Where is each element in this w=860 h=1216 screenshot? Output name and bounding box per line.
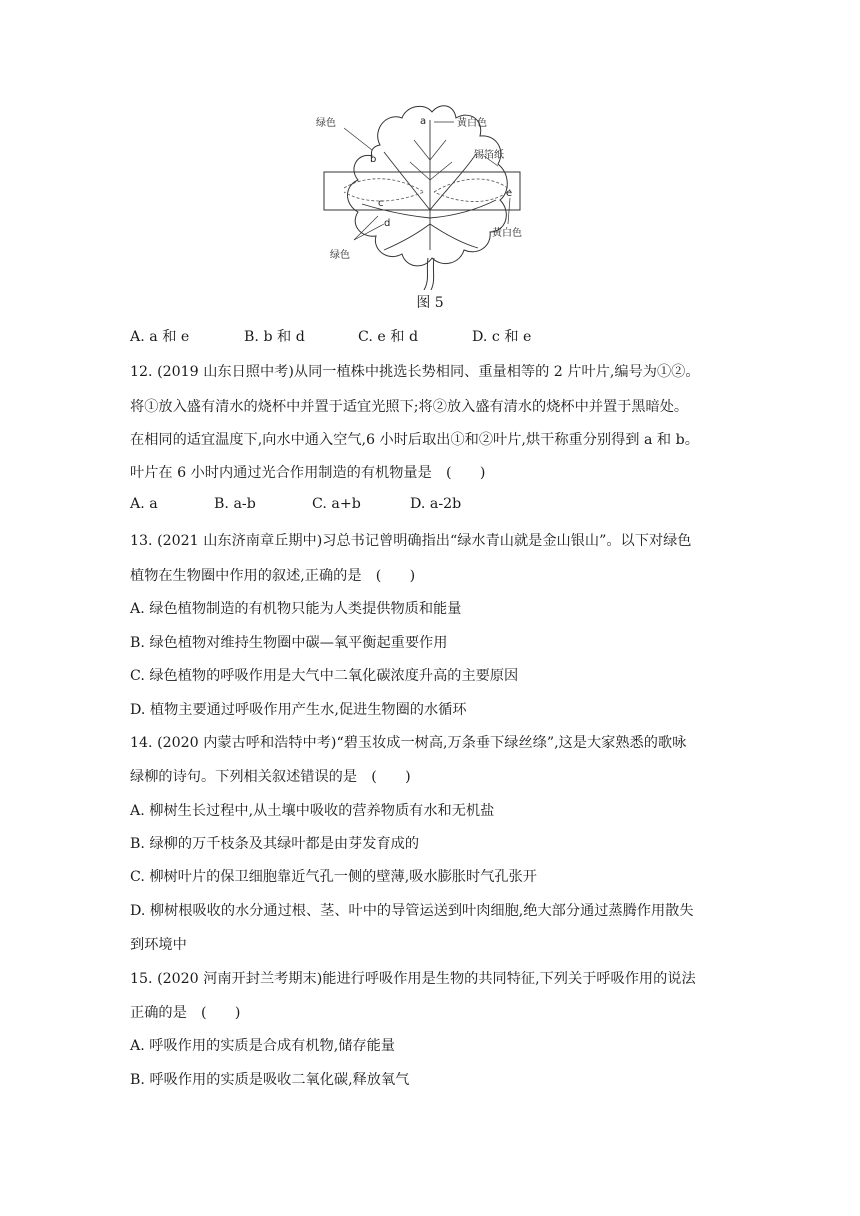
q15-option-a: A. 呼吸作用的实质是合成有机物,储存能量 (130, 1038, 395, 1054)
q15-stem-line-2: 正确的是 ( ) (130, 1005, 241, 1021)
q13-option-a: A. 绿色植物制造的有机物只能为人类提供物质和能量 (130, 601, 462, 617)
leaf-figure (314, 100, 546, 290)
figure-caption: 图 5 (416, 295, 444, 311)
q12-option-d: D. a-2b (410, 496, 462, 512)
label-yellow-top: 黄白色 (457, 118, 487, 129)
q12-stem-line-2: 将①放入盛有清水的烧杯中并置于适宜光照下;将②放入盛有清水的烧杯中并置于黑暗处。 (130, 399, 689, 415)
q14-option-c: C. 柳树叶片的保卫细胞靠近气孔一侧的壁薄,吸水膨胀时气孔张开 (130, 869, 537, 885)
q14-option-d-line-1: D. 柳树根吸收的水分通过根、茎、叶中的导管运送到叶肉细胞,绝大部分通过蒸腾作用散失 (130, 903, 694, 919)
q13-option-c: C. 绿色植物的呼吸作用是大气中二氧化碳浓度升高的主要原因 (130, 668, 519, 684)
label-b: b (370, 154, 377, 165)
label-foil: 锡箔纸 (474, 150, 504, 161)
q11-option-a: A. a 和 e (130, 329, 190, 345)
q14-stem-line-2: 绿柳的诗句。下列相关叙述错误的是 ( ) (130, 769, 411, 785)
q14-option-b: B. 绿柳的万千枝条及其绿叶都是由芽发育成的 (130, 836, 420, 852)
q11-options (130, 326, 531, 346)
q11-option-d: D. c 和 e (472, 329, 532, 345)
q15-stem-line-1: 15. (2020 河南开封兰考期末)能进行呼吸作用是生物的共同特征,下列关于呼吸作用的说法 (130, 971, 696, 987)
q14-option-a: A. 柳树生长过程中,从土壤中吸收的营养物质有水和无机盐 (130, 803, 495, 819)
q12-option-b: B. a-b (214, 496, 256, 512)
q14-stem-line-1: 14. (2020 内蒙古呼和浩特中考)“碧玉妆成一树高,万条垂下绿丝绦”,这是大家熟悉的歌咏 (130, 735, 687, 751)
q12-stem-line-3: 在相同的适宜温度下,向水中通入空气,6 小时后取出①和②叶片,烘干称重分别得到 a 和 b。 (130, 432, 699, 448)
label-yellow-right: 黄白色 (492, 228, 522, 239)
q12-stem-line-1: 12. (2019 山东日照中考)从同一植株中挑选长势相同、重量相等的 2 片叶片,编号为①②。 (130, 364, 700, 380)
q14-option-d-line-2: 到环境中 (130, 937, 187, 953)
label-d: d (384, 218, 391, 229)
q12-option-a: A. a (130, 496, 158, 512)
label-green-bottom: 绿色 (330, 250, 350, 261)
label-e: e (506, 188, 513, 199)
q11-option-c: C. e 和 d (358, 329, 419, 345)
q12-options (130, 496, 461, 512)
label-green-top: 绿色 (316, 118, 336, 129)
q13-stem-line-1: 13. (2021 山东济南章丘期中)习总书记曾明确指出“绿水青山就是金山银山”。以下对绿色 (130, 533, 692, 549)
q13-option-d: D. 植物主要通过呼吸作用产生水,促进生物圈的水循环 (130, 702, 467, 718)
q12-option-c: C. a+b (312, 496, 361, 512)
leaf-diagram (314, 100, 546, 290)
label-c: c (378, 198, 384, 209)
q12-stem-line-4: 叶片在 6 小时内通过光合作用制造的有机物量是 ( ) (130, 465, 486, 481)
q13-option-b: B. 绿色植物对维持生物圈中碳—氧平衡起重要作用 (130, 635, 448, 651)
q15-option-b: B. 呼吸作用的实质是吸收二氧化碳,释放氧气 (130, 1072, 410, 1088)
q13-stem-line-2: 植物在生物圈中作用的叙述,正确的是 ( ) (130, 568, 416, 584)
label-a: a (420, 116, 427, 127)
q11-option-b: B. b 和 d (244, 329, 305, 345)
